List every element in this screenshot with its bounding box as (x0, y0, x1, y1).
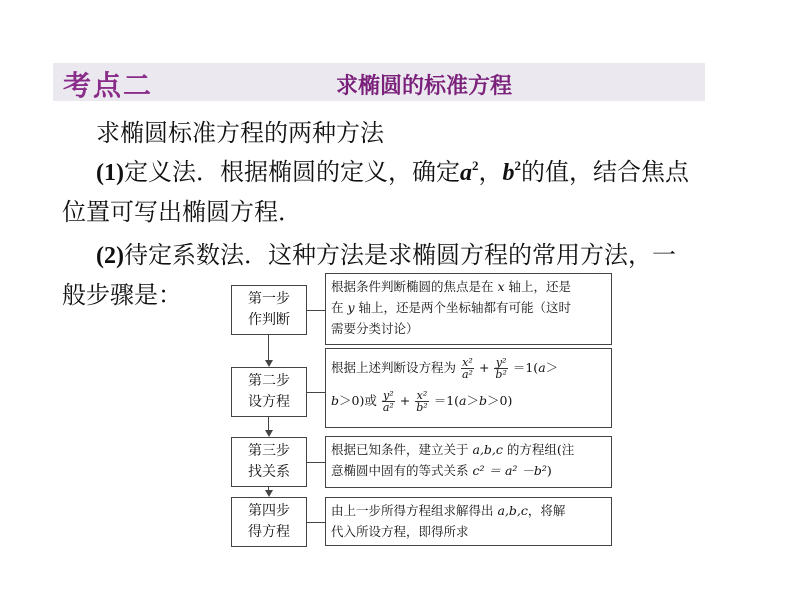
desc3-relation: c² ＝ a² －b² (472, 463, 547, 478)
desc4-text-1: 由上一步所得方程组求解得出 (331, 503, 494, 518)
desc2-text-1: 根据上述判断设方程为 (331, 360, 457, 375)
step4-description (325, 497, 612, 546)
method1-line1 (96, 157, 689, 188)
step2-box (231, 367, 307, 417)
section-banner (53, 63, 705, 101)
fraction-x2-b2 (415, 390, 428, 413)
method1-sep: ， (478, 158, 503, 186)
desc2-var-a: a (538, 360, 546, 375)
var-b: b (502, 160, 515, 186)
desc3-text-2: 的方程组(注 (506, 442, 575, 457)
desc2-gt: ＞ (545, 360, 559, 375)
step4-title: 第四步 (248, 503, 290, 519)
step1-label: 作判断 (248, 312, 290, 328)
step1-description (325, 273, 612, 345)
flow-line-2 (268, 417, 269, 431)
method1-number: (1) (96, 160, 124, 186)
step3-title: 第三步 (248, 443, 290, 459)
frac2-num: y² (495, 356, 507, 369)
frac3-num: y² (383, 389, 394, 402)
connector-2 (307, 392, 325, 393)
method2-line1 (96, 240, 676, 271)
desc1-var-y: y (347, 300, 355, 315)
method2-text-a: 待定系数法．这种方法是求椭圆方程的常用方法，一 (123, 241, 676, 269)
frac1-den: a² (462, 368, 473, 381)
desc2-eq1-2: ＝1( (433, 393, 460, 408)
desc2-plus-2: + (399, 393, 411, 408)
frac4-den: b² (416, 401, 428, 414)
step2-description (325, 348, 612, 428)
desc4-text-2: ，将解 (527, 503, 566, 518)
method1-text-a: 定义法．根据椭圆的定义，确定 (123, 158, 460, 186)
step3-box (231, 437, 307, 487)
intro-text: 求椭圆标准方程的两种方法 (96, 119, 384, 147)
desc2-plus: + (478, 360, 490, 375)
step4-box (231, 497, 307, 547)
desc3-text-4: ) (546, 463, 552, 478)
desc2-text-3: ＞0) (487, 393, 513, 408)
desc2-var-b-2: b (479, 393, 488, 408)
step2-title: 第二步 (248, 373, 290, 389)
method2-line2 (62, 280, 182, 310)
frac1-num: x² (462, 356, 473, 369)
step1-title: 第一步 (248, 291, 290, 307)
desc2-var-a-2: a (459, 393, 467, 408)
fraction-y2-b2 (494, 357, 507, 380)
connector-1 (307, 310, 325, 311)
desc1-text-5: 需要分类讨论） (331, 321, 419, 336)
desc2-var-b: b (331, 393, 340, 408)
step4-label: 得方程 (248, 524, 290, 540)
desc1-text-2: 轴上，还是 (508, 279, 572, 294)
var-a: a (459, 160, 472, 186)
connector-3 (307, 462, 325, 463)
method1-text-c: 位置可写出椭圆方程． (62, 198, 302, 226)
fraction-x2-a2 (461, 357, 474, 380)
desc4-vars: a,b,c (497, 503, 528, 518)
arrow-down-icon (265, 360, 273, 367)
step3-description (325, 436, 612, 488)
method2-number: (2) (96, 243, 124, 269)
flow-line-1 (268, 335, 269, 361)
desc1-text-3: 在 (331, 300, 344, 315)
var-a-exp: 2 (471, 158, 479, 173)
step1-box (231, 285, 307, 335)
desc2-gt-2: ＞ (466, 393, 480, 408)
arrow-down-icon (265, 430, 273, 437)
desc3-text-1: 根据已知条件，建立关于 (331, 442, 469, 457)
section-title: 求椭圆的标准方程 (336, 74, 513, 99)
connector-4 (307, 522, 325, 523)
method1-text-b: 的值，结合焦点 (520, 158, 689, 186)
step3-label: 找关系 (248, 464, 290, 480)
intro-line (96, 118, 384, 148)
frac2-den: b² (495, 368, 507, 381)
frac4-num: x² (416, 389, 428, 402)
desc3-vars: a,b,c (472, 442, 503, 457)
desc2-eq1: ＝1( (512, 360, 539, 375)
arrow-down-icon (265, 490, 273, 497)
method2-text-b: 般步骤是： (62, 281, 182, 309)
step2-label: 设方程 (248, 394, 290, 410)
desc2-text-2: ＞0)或 (339, 393, 377, 408)
desc1-var-x: x (497, 279, 505, 294)
var-b-exp: 2 (514, 158, 521, 173)
fraction-y2-a2 (382, 390, 395, 413)
desc4-text-3: 代入所设方程，即得所求 (331, 524, 469, 539)
method1-line2 (62, 197, 302, 227)
desc1-text-4: 轴上，还是两个坐标轴都有可能（这时 (358, 300, 572, 315)
frac3-den: a² (382, 401, 394, 414)
desc1-text-1: 根据条件判断椭圆的焦点是在 (331, 279, 494, 294)
kaodian-label: 考点二 (63, 69, 154, 102)
desc3-text-3: 意椭圆中固有的等式关系 (331, 463, 469, 478)
